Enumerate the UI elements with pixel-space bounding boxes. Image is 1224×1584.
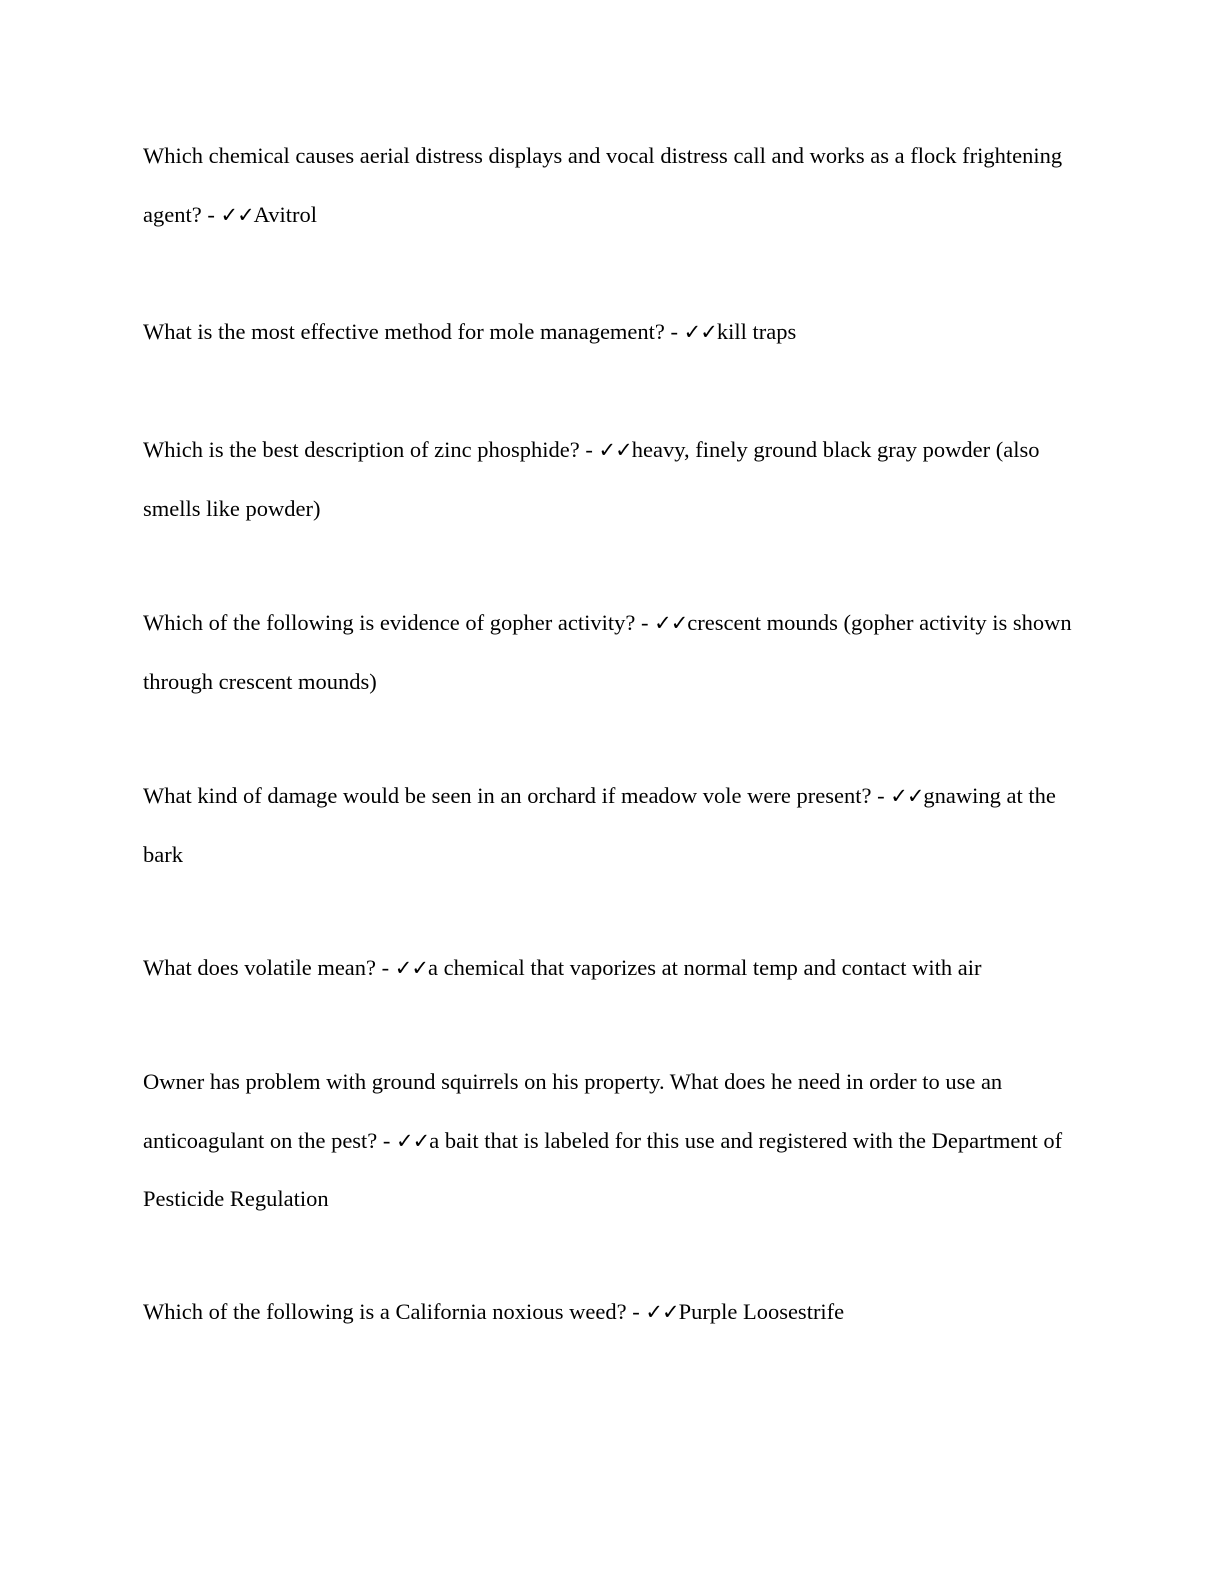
question-text: What does volatile mean? - (143, 955, 390, 980)
answer-text: kill traps (716, 319, 797, 344)
question-text: Which chemical causes aerial distress displays and vocal distress call and works as a flock frightening agent? - (143, 143, 1063, 227)
qa-item (143, 303, 1083, 362)
qa-item (143, 939, 1083, 998)
qa-item (143, 767, 1083, 884)
answer-text: gnawing at the bark (143, 783, 1056, 867)
answer-text: heavy, finely ground black gray powder (also smells like powder) (143, 437, 1040, 521)
question-text: Which is the best description of zinc phosphide? - (143, 437, 593, 462)
question-text: Owner has problem with ground squirrels on his property. What does he need in order to use an anticoagulant on the pest? - (143, 1069, 1003, 1153)
qa-item (143, 594, 1083, 711)
qa-item (143, 1053, 1083, 1229)
question-text: Which of the following is a California noxious weed? - (143, 1299, 640, 1324)
qa-item (143, 421, 1083, 538)
answer-text: a chemical that vaporizes at normal temp and contact with air (427, 955, 982, 980)
check-mark-icon: ✓✓ (220, 202, 254, 227)
question-text: Which of the following is evidence of gopher activity? - (143, 610, 649, 635)
check-mark-icon: ✓✓ (645, 1300, 679, 1324)
question-text: What kind of damage would be seen in an orchard if meadow vole were present? - (143, 783, 885, 808)
qa-item (143, 1283, 1083, 1342)
check-mark-icon: ✓✓ (890, 784, 924, 808)
check-mark-icon: ✓✓ (683, 320, 717, 344)
check-mark-icon: ✓✓ (654, 611, 688, 635)
check-mark-icon: ✓✓ (394, 956, 428, 980)
answer-text: crescent mounds (gopher activity is shown through crescent mounds) (143, 610, 1072, 694)
check-mark-icon: ✓✓ (396, 1128, 430, 1153)
check-mark-icon: ✓✓ (598, 438, 632, 462)
question-text: What is the most effective method for mole management? - (143, 319, 679, 344)
answer-text: Avitrol (253, 201, 317, 227)
answer-text: Purple Loosestrife (678, 1299, 845, 1324)
answer-text: a bait that is labeled for this use and registered with the Department of Pesticide Regulation (143, 1127, 1063, 1211)
qa-item (143, 127, 1083, 244)
